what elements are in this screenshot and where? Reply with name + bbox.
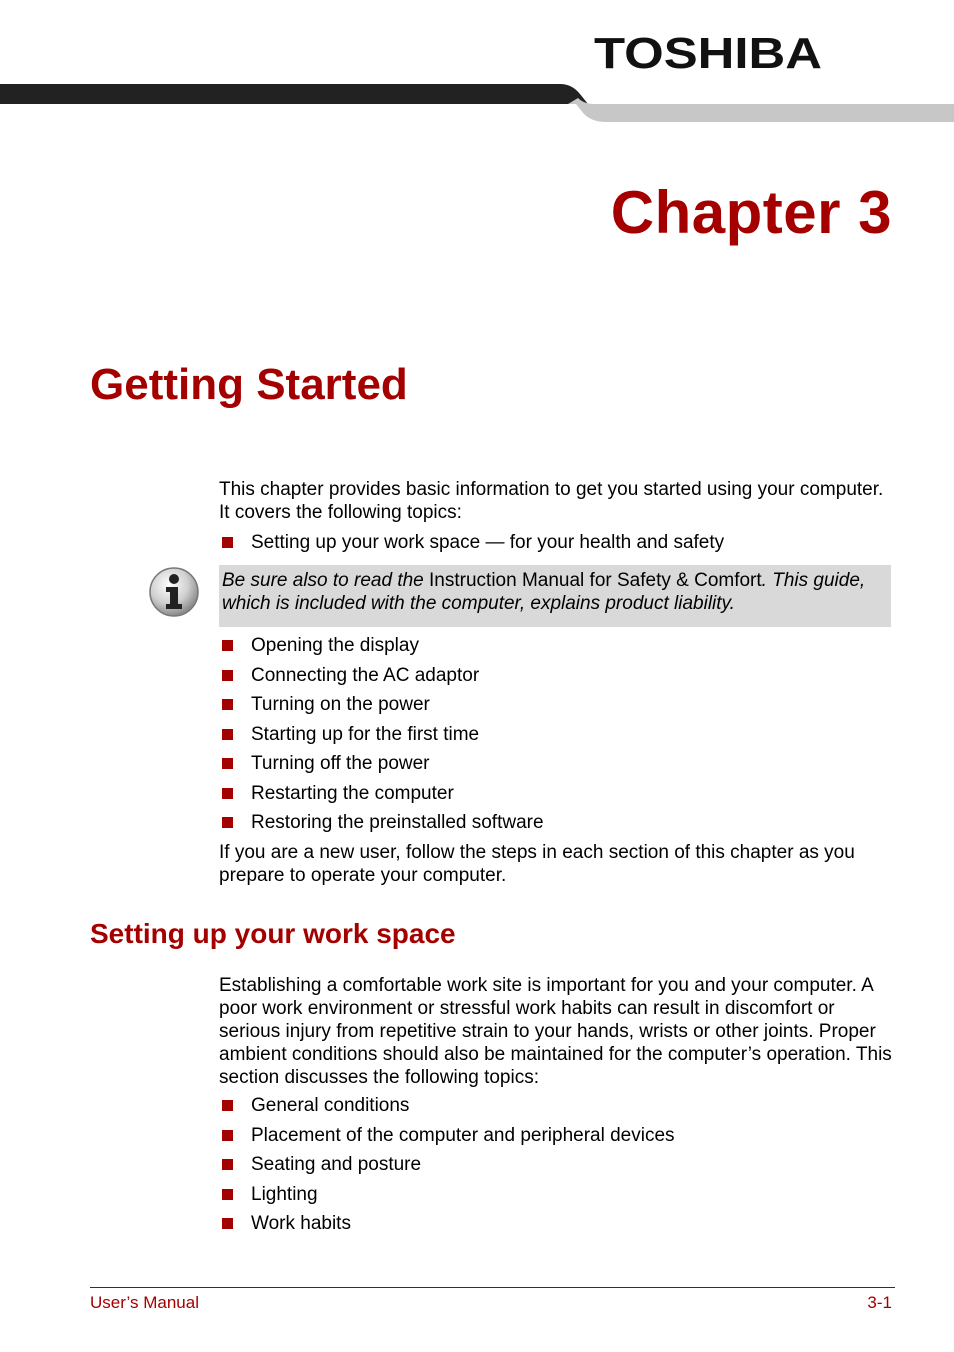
list-item: Placement of the computer and peripheral devices — [219, 1121, 675, 1151]
bullet-square-icon — [222, 788, 233, 799]
subsection-title: Setting up your work space — [90, 918, 456, 949]
bullet-square-icon — [222, 670, 233, 681]
topic-list-first — [219, 528, 724, 558]
bullet-square-icon — [222, 1159, 233, 1170]
section-title: Getting Started — [90, 360, 408, 409]
bullet-square-icon — [222, 537, 233, 548]
bullet-square-icon — [222, 817, 233, 828]
workspace-paragraph: Establishing a comfortable work site is important for you and your computer. A poor work environment or stressful work habits can result in discomfort or serious injury from repetitive strain to your hands, wrists or other joints. Proper ambient conditions should also be maintained for the computer’s operation. This section discusses the following topics: — [219, 975, 892, 1088]
bullet-square-icon — [222, 699, 233, 710]
footer-page-number: 3-1 — [867, 1293, 892, 1312]
list-item: Connecting the AC adaptor — [219, 661, 544, 691]
svg-text:TOSHIBA: TOSHIBA — [594, 30, 822, 76]
bullet-square-icon — [222, 1130, 233, 1141]
list-item: Opening the display — [219, 631, 544, 661]
list-item: Restarting the computer — [219, 779, 544, 809]
list-item: Setting up your work space — for your health and safety — [219, 528, 724, 558]
list-item: Work habits — [219, 1209, 675, 1239]
list-item: Starting up for the first time — [219, 720, 544, 750]
topic-list-rest — [219, 631, 544, 838]
workspace-topic-list — [219, 1091, 675, 1239]
bullet-square-icon — [222, 640, 233, 651]
bullet-square-icon — [222, 1100, 233, 1111]
footer-divider — [90, 1287, 895, 1288]
footer-manual-title: User’s Manual — [90, 1293, 199, 1312]
info-icon — [148, 566, 200, 618]
header-bars — [0, 84, 954, 124]
outro-paragraph: If you are a new user, follow the steps in each section of this chapter as you prepare to operate your computer. — [219, 842, 855, 886]
list-item: Seating and posture — [219, 1150, 675, 1180]
toshiba-logo — [592, 30, 824, 76]
note-box: Be sure also to read the Instruction Manual for Safety & Comfort. This guide, which is included with the computer, explains product liability. — [219, 565, 891, 627]
bullet-square-icon — [222, 729, 233, 740]
chapter-title: Chapter 3 — [610, 179, 892, 246]
list-item: Turning off the power — [219, 749, 544, 779]
intro-paragraph: This chapter provides basic information to get you started using your computer. It covers the following topics: — [219, 479, 884, 523]
list-item: Lighting — [219, 1180, 675, 1210]
list-item: General conditions — [219, 1091, 675, 1121]
bullet-square-icon — [222, 1218, 233, 1229]
list-item: Restoring the preinstalled software — [219, 808, 544, 838]
list-item: Turning on the power — [219, 690, 544, 720]
bullet-square-icon — [222, 758, 233, 769]
bullet-square-icon — [222, 1189, 233, 1200]
